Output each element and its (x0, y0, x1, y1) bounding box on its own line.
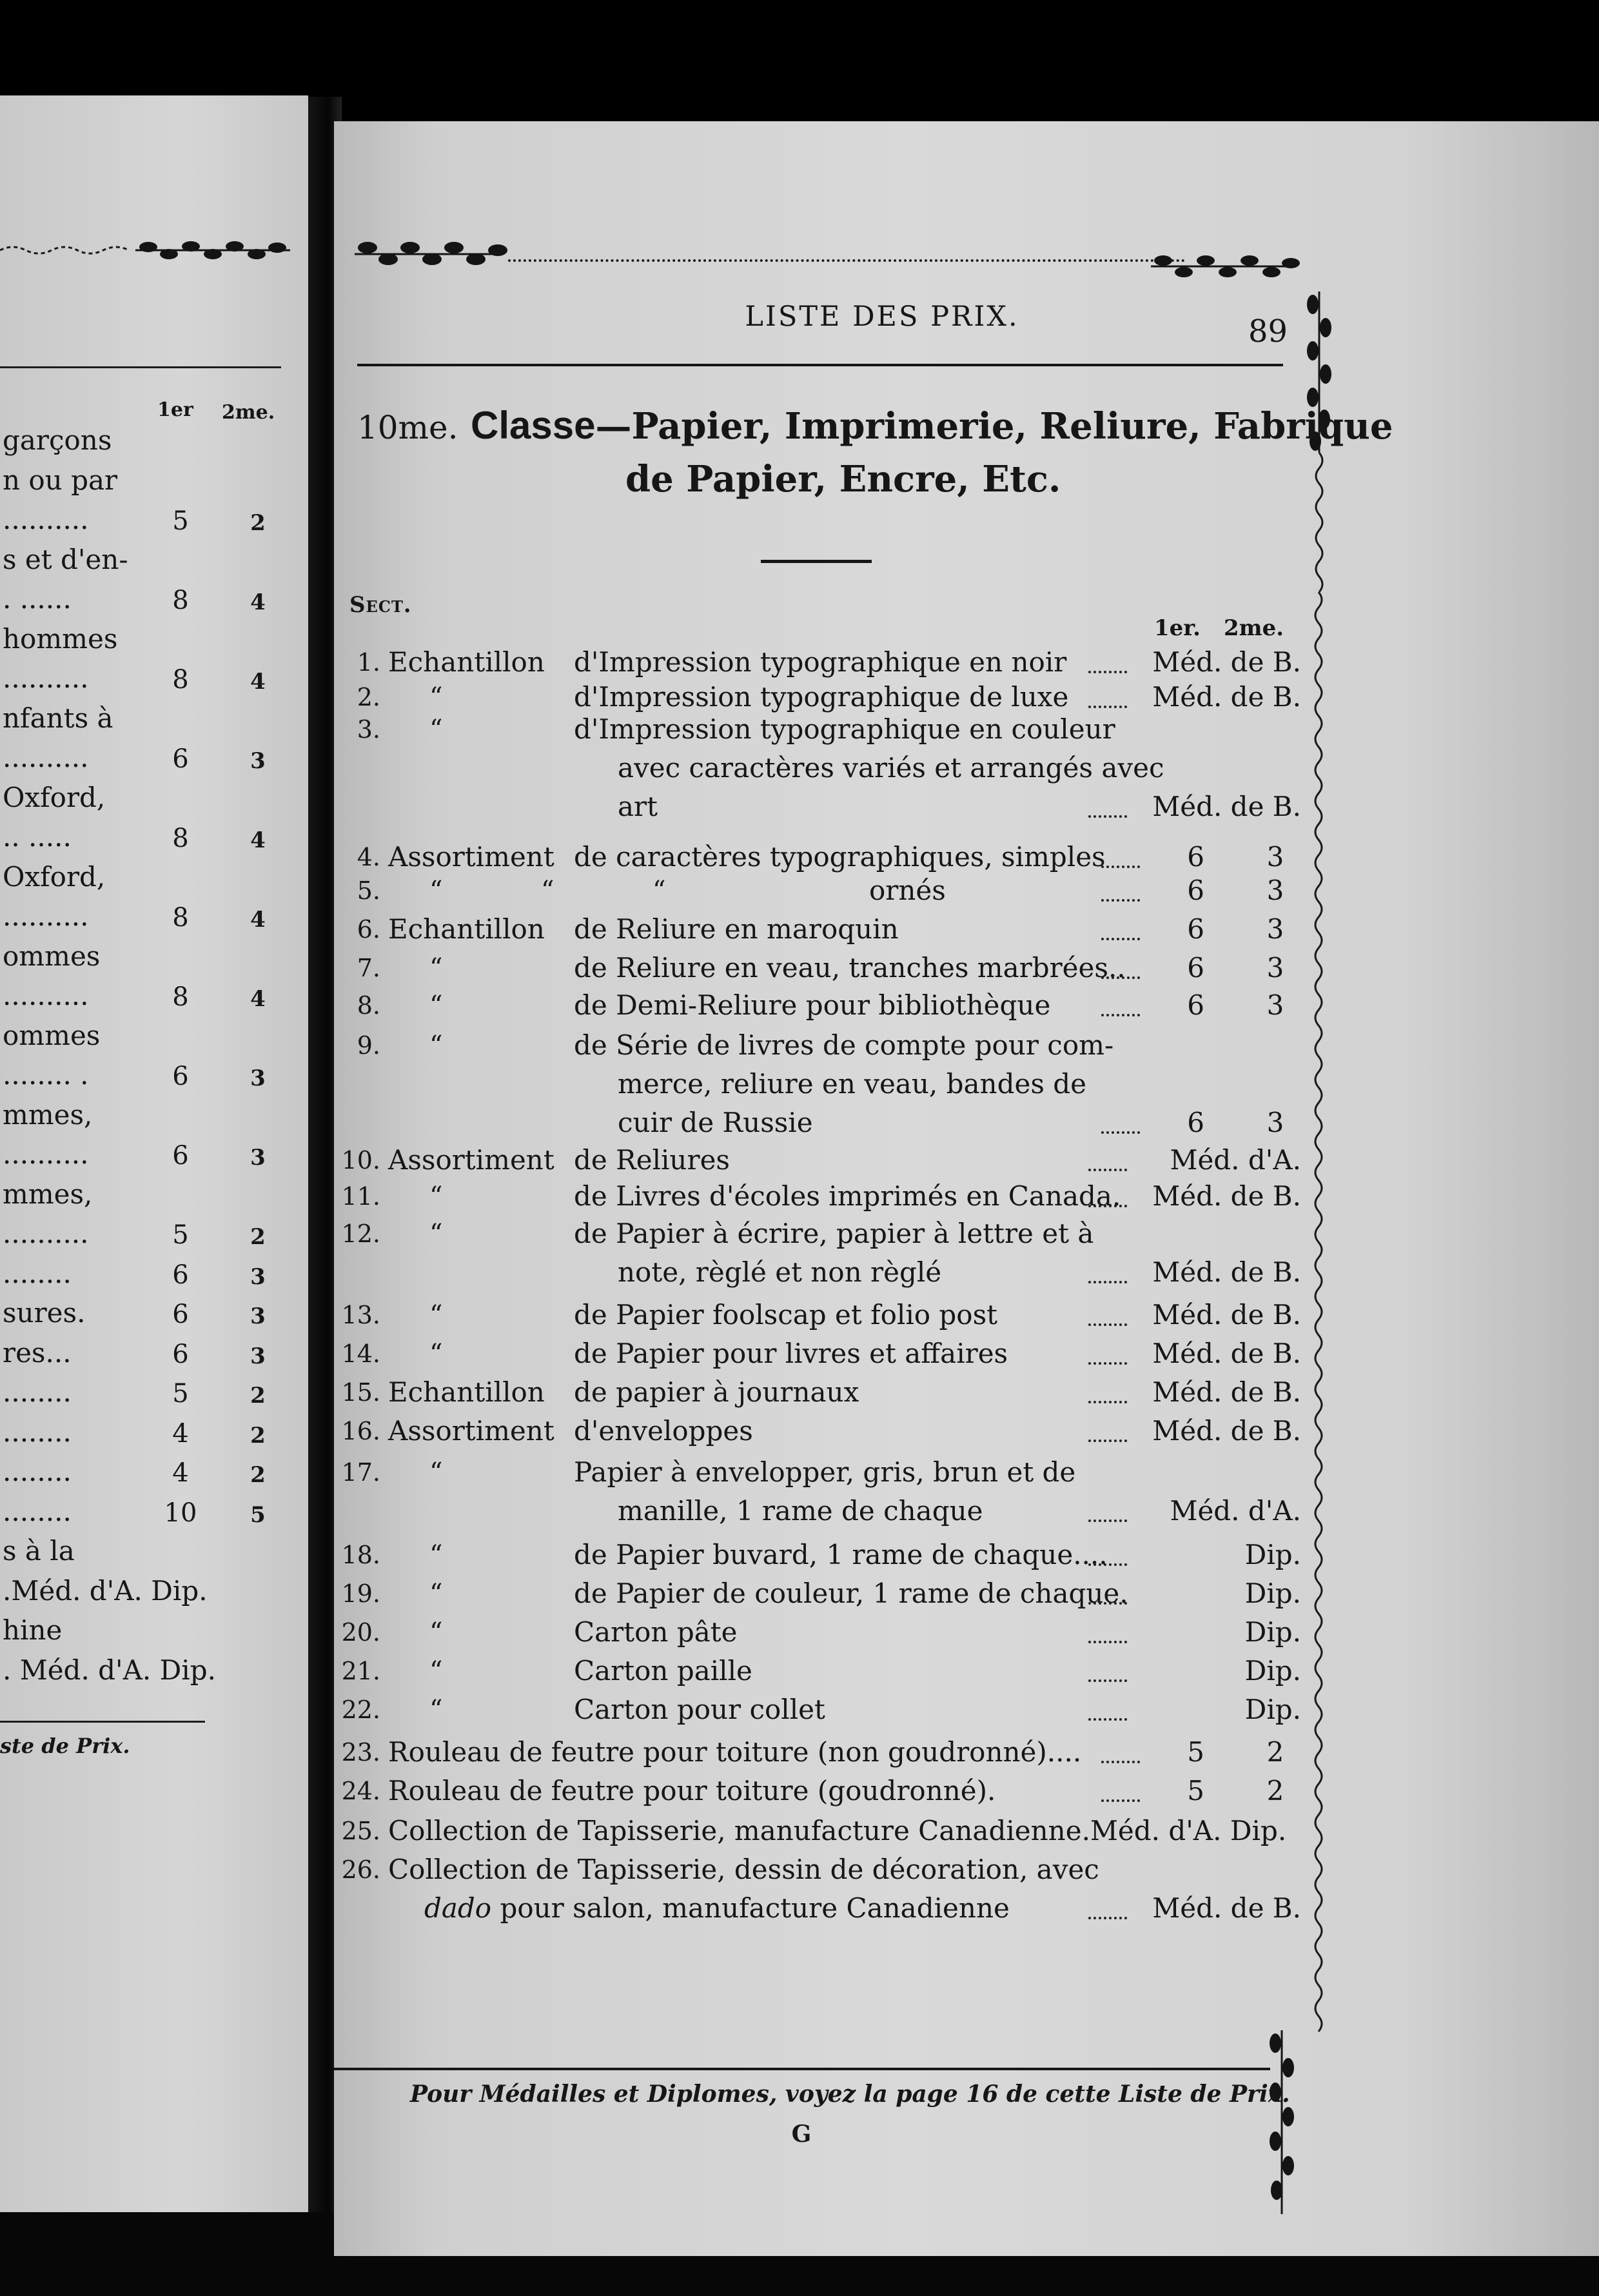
header-rule (357, 364, 1283, 366)
leaf-ornament-top-left (348, 228, 516, 280)
entry-name: Echantillon (388, 646, 545, 678)
left-row-first: 4 (172, 1458, 189, 1488)
running-head: LISTE DES PRIX. (745, 301, 1019, 333)
entry-number: 19. (341, 1579, 380, 1608)
entry-name: Echantillon (388, 913, 545, 945)
left-row (0, 583, 308, 622)
prize-award: Méd. de B. (1152, 646, 1301, 678)
left-row-text: ........ (3, 1456, 72, 1487)
ditto-mark: “ (429, 1031, 443, 1060)
ditto-mark: “ (429, 1540, 443, 1570)
left-row-first: 5 (172, 506, 189, 536)
class-title-line2: de Papier, Encre, Etc. (625, 458, 1061, 500)
prize-award: Méd. de B. (1152, 1338, 1301, 1369)
left-row-first: 6 (172, 1062, 189, 1091)
left-row-second: 3 (250, 1263, 266, 1290)
left-row-text: ........ (3, 1495, 72, 1527)
ditto-mark: “ (429, 1458, 443, 1487)
prize-entry (334, 1295, 1301, 1334)
left-row-text: sures. (3, 1297, 86, 1329)
left-row (0, 1654, 308, 1693)
left-row-text: garçons (3, 424, 112, 456)
left-row-text: ........ (3, 1376, 72, 1408)
left-row-second: 3 (250, 1303, 266, 1329)
leader-dots (1088, 1362, 1127, 1365)
left-row (0, 623, 308, 662)
ornament-line-right (1309, 592, 1328, 2037)
left-row (0, 861, 308, 900)
left-row-text: ........ (3, 1416, 72, 1448)
entry-number: 16. (341, 1417, 380, 1445)
left-row-text: .......... (3, 980, 89, 1011)
entry-name: Assortiment (388, 1415, 554, 1447)
left-row (0, 1496, 308, 1534)
entry-name: Rouleau de feutre pour toiture (non goudronné).... (388, 1736, 1082, 1768)
left-row-first: 5 (172, 1220, 189, 1250)
leaf-ornament-top-right (1148, 244, 1302, 289)
left-row-second: 4 (250, 589, 266, 615)
entry-description: de Reliure en maroquin (574, 913, 899, 945)
left-row (0, 742, 308, 780)
col-head-first: 1er. (1154, 615, 1201, 641)
left-row-text: .......... (3, 662, 89, 694)
left-row-second: 3 (250, 1145, 266, 1171)
prize-entry (334, 1690, 1301, 1728)
left-row (0, 1337, 308, 1376)
leader-dots (1101, 1799, 1140, 1802)
prize-entry (334, 1372, 1301, 1411)
ditto-mark: “ (429, 1300, 443, 1330)
leader-dots (1088, 1519, 1127, 1522)
prize-award: Dip. (1244, 1539, 1301, 1570)
prize-award: Dip. (1244, 1578, 1301, 1609)
entry-number: 24. (341, 1777, 380, 1805)
page-number: 89 (1248, 313, 1288, 350)
entry-description: cuir de Russie (618, 1107, 813, 1138)
left-row-second: 2 (250, 1224, 266, 1250)
prize-first: 6 (1187, 989, 1204, 1021)
main-page (334, 121, 1599, 2256)
prize-first: 6 (1187, 1107, 1204, 1138)
left-row (0, 1535, 308, 1574)
leader-dots (1101, 899, 1140, 902)
left-row-first: 6 (172, 1260, 189, 1290)
left-row (0, 980, 308, 1018)
entry-description: de Demi-Reliure pour bibliothèque (574, 989, 1051, 1021)
leader-dots (1101, 866, 1140, 868)
left-row (0, 940, 308, 979)
left-row-second: 3 (250, 1343, 266, 1369)
left-row-text: s à la (3, 1535, 75, 1567)
prize-award: Méd. de B. (1152, 1415, 1301, 1447)
entry-number: 21. (341, 1657, 380, 1685)
left-page (0, 95, 308, 2224)
left-row-text: n ou par (3, 464, 118, 496)
prize-entry (334, 1651, 1301, 1690)
leader-dots (1088, 1169, 1127, 1171)
left-row-text: s et d'en- (3, 543, 128, 575)
left-row-first: 4 (172, 1418, 189, 1449)
leader-dots (1101, 1131, 1140, 1134)
prize-entry (334, 837, 1301, 876)
entry-description: avec caractères variés et arrangés avec (618, 752, 1164, 784)
entry-number: 26. (341, 1856, 380, 1884)
prize-second: 3 (1266, 1107, 1284, 1138)
prize-entry (334, 1732, 1301, 1771)
prize-award: Méd. de B. (1152, 1299, 1301, 1331)
left-row-first: 8 (172, 586, 189, 615)
left-row (0, 1416, 308, 1455)
prize-entry (334, 1535, 1301, 1574)
left-row-second: 4 (250, 827, 266, 853)
entry-description: de Papier buvard, 1 rame de chaque.... (574, 1539, 1108, 1570)
leader-dots (1088, 1641, 1127, 1643)
entry-description: de Papier foolscap et folio post (574, 1299, 998, 1331)
left-row (0, 1178, 308, 1217)
left-row-first: 6 (172, 744, 189, 774)
prize-award: Dip. (1244, 1694, 1301, 1725)
class-number: 10me. (357, 409, 458, 446)
col-head-second: 2me. (1224, 615, 1284, 641)
entry-description: Carton pâte (574, 1616, 738, 1648)
prize-entry (334, 871, 1301, 909)
prize-second: 3 (1266, 841, 1284, 873)
entry-number: 4. (357, 843, 380, 871)
entry-continuation (424, 1888, 1010, 1928)
left-row-text: .......... (3, 900, 89, 932)
entry-number: 25. (341, 1817, 380, 1845)
entry-number: 22. (341, 1696, 380, 1724)
prize-entry (334, 1612, 1301, 1651)
entry-name: Echantillon (388, 1376, 545, 1408)
left-row-text: .......... (3, 1218, 89, 1249)
prize-award: Méd. de B. (1152, 1256, 1301, 1288)
ditto-mark: “ (429, 1695, 443, 1725)
entry-description: ornés (869, 875, 946, 906)
entry-description: Carton paille (574, 1655, 752, 1687)
prize-second: 2 (1266, 1736, 1284, 1768)
footer-rule (334, 2068, 1270, 2070)
left-row (0, 702, 308, 741)
leader-dots (1088, 1718, 1127, 1721)
left-col2-head: 2me. (222, 401, 275, 424)
left-row-first: 8 (172, 982, 189, 1012)
left-row (0, 1297, 308, 1336)
left-row (0, 1218, 308, 1256)
left-row (0, 464, 308, 503)
leader-dots (1088, 1205, 1127, 1207)
left-footer: ste de Prix. (0, 1734, 130, 1758)
prize-entry (334, 1811, 1301, 1850)
prize-award: Méd. d'A. (1170, 1144, 1301, 1176)
left-row (0, 424, 308, 463)
leaf-ornament-left (0, 224, 303, 276)
entry-description: Carton pour collet (574, 1694, 825, 1725)
left-row (0, 544, 308, 582)
sect-label: Sect. (349, 592, 412, 618)
entry-number: 10. (341, 1146, 380, 1174)
entry-description: de caractères typographiques, simples (574, 841, 1106, 873)
class-word: Classe (471, 404, 596, 447)
ditto-mark: “ (429, 1219, 443, 1249)
entry-continuation-text: pour salon, manufacture Canadienne (491, 1892, 1010, 1924)
left-row-second: 2 (250, 1462, 266, 1488)
prize-entry (334, 985, 1301, 1024)
prize-second: 3 (1266, 875, 1284, 906)
left-row (0, 504, 308, 542)
entry-number: 3. (357, 715, 380, 744)
prize-entry (334, 1771, 1301, 1810)
ditto-mark: “ (429, 1182, 443, 1211)
prize-entry (334, 709, 1301, 826)
left-row-second: 5 (250, 1501, 266, 1528)
class-title-line1: —Papier, Imprimerie, Reliure, Fabrique (595, 405, 1393, 448)
left-row-second: 3 (250, 748, 266, 774)
entry-number: 20. (341, 1618, 380, 1647)
prize-entry (334, 1140, 1301, 1179)
leader-dots (1101, 976, 1140, 979)
prize-award: Méd. d'A. (1170, 1495, 1301, 1527)
prize-entry (334, 642, 1301, 681)
prize-entry (334, 948, 1301, 987)
entry-name: Assortiment (388, 1144, 554, 1176)
prize-entry (334, 1452, 1301, 1530)
left-row-text: . ...... (3, 583, 72, 615)
prize-entry (334, 909, 1301, 948)
left-row-second: 4 (250, 986, 266, 1012)
left-row-text: res... (3, 1336, 72, 1369)
entry-description: de Papier pour livres et affaires (574, 1338, 1008, 1369)
leader-dots (1088, 1401, 1127, 1403)
prize-first: 6 (1187, 952, 1204, 984)
left-row-text: ........ . (3, 1059, 89, 1091)
left-row-text: .......... (3, 504, 89, 535)
prize-entry (334, 1025, 1301, 1142)
prize-award: Dip. (1244, 1655, 1301, 1687)
entry-description: Papier à envelopper, gris, brun et de (574, 1456, 1076, 1488)
ditto-mark: “ (429, 953, 443, 983)
left-row-second: 4 (250, 669, 266, 695)
entry-number: 17. (341, 1458, 380, 1487)
entry-name: Collection de Tapisserie, dessin de décoration, avec (388, 1854, 1099, 1885)
left-row-first: 6 (172, 1300, 189, 1329)
entry-description: art (618, 791, 658, 822)
left-row-second: 2 (250, 1422, 266, 1449)
prize-entry (334, 1850, 1301, 1927)
prize-second: 3 (1266, 913, 1284, 945)
left-row-text: ommes (3, 1019, 101, 1051)
prize-first: 5 (1187, 1775, 1204, 1806)
entry-number: 12. (341, 1220, 380, 1248)
entry-name: Assortiment (388, 841, 554, 873)
leader-dots (1101, 938, 1140, 940)
prize-entry (334, 1411, 1301, 1450)
ditto-mark: “ (429, 715, 443, 744)
left-row (0, 900, 308, 939)
entry-number: 5. (357, 876, 380, 905)
prize-entry (334, 1574, 1301, 1612)
left-row (0, 1020, 308, 1058)
entry-description: de Livres d'écoles imprimés en Canada. (574, 1180, 1121, 1212)
prize-second: 2 (1266, 1775, 1284, 1806)
left-row-text: .. ..... (3, 821, 72, 853)
entry-number: 18. (341, 1541, 380, 1569)
leader-dots (1088, 1440, 1127, 1442)
left-row-text: hine (3, 1614, 63, 1646)
left-col1-head: 1er (157, 399, 193, 421)
entry-number: 6. (357, 915, 380, 944)
left-row-text: . Méd. d'A. Dip. (3, 1654, 216, 1686)
left-row-second: 3 (250, 1065, 266, 1091)
entry-number: 7. (357, 954, 380, 982)
leader-dots (1088, 1917, 1127, 1919)
entry-number: 1. (357, 648, 380, 677)
leader-dots (1088, 1679, 1127, 1682)
prize-entry (334, 1334, 1301, 1372)
entry-description: manille, 1 rame de chaque (618, 1495, 983, 1527)
left-row (0, 1614, 308, 1653)
signature-mark: G (791, 2121, 812, 2148)
left-row-first: 8 (172, 903, 189, 933)
entry-description: d'Impression typographique en noir (574, 646, 1067, 678)
left-row-text: ........ (3, 1257, 72, 1289)
ornament-line-top (508, 259, 1185, 262)
entry-number: 2. (357, 683, 380, 711)
prize-second: 3 (1266, 952, 1284, 984)
entry-name: Rouleau de feutre pour toiture (goudronné). (388, 1775, 996, 1806)
entry-italic-word: dado (424, 1892, 492, 1924)
left-row-text: hommes (3, 622, 118, 655)
left-row-second: 4 (250, 907, 266, 933)
left-row-text: nfants à (3, 702, 113, 734)
leader-dots (1088, 815, 1127, 818)
left-row (0, 1059, 308, 1098)
entry-description: d'enveloppes (574, 1415, 753, 1447)
leader-dots (1088, 1281, 1127, 1283)
prize-first: 6 (1187, 841, 1204, 873)
prize-award: Dip. (1244, 1616, 1301, 1648)
left-row-text: .Méd. d'A. Dip. (3, 1574, 208, 1607)
prize-first: 5 (1187, 1736, 1204, 1768)
leader-dots (1101, 1761, 1140, 1763)
prize-award: Méd. de B. (1152, 681, 1301, 713)
leader-dots (1088, 1323, 1127, 1326)
left-row-first: 10 (164, 1498, 197, 1528)
left-row-first: 6 (172, 1339, 189, 1369)
entry-description: d'Impression typographique en couleur (574, 713, 1115, 745)
left-row (0, 821, 308, 860)
prize-first: 6 (1187, 875, 1204, 906)
ditto-mark: “ (429, 1618, 443, 1647)
ditto-mark: “ (429, 991, 443, 1020)
entry-description: de Papier de couleur, 1 rame de chaque. (574, 1578, 1128, 1609)
entry-description: de papier à journaux (574, 1376, 859, 1408)
prize-award: Méd. de B. (1152, 1376, 1301, 1408)
entry-description: de Reliure en veau, tranches marbrées.. (574, 952, 1126, 984)
prize-award: Méd. de B. (1152, 1180, 1301, 1212)
left-row-text: mmes, (3, 1178, 93, 1210)
leader-dots (1088, 706, 1127, 708)
prize-award: Méd. de B. (1152, 1892, 1301, 1924)
entry-description: de Reliures (574, 1144, 730, 1176)
left-row-first: 6 (172, 1141, 189, 1171)
prize-award: Méd. de B. (1152, 791, 1301, 822)
left-row-first: 8 (172, 824, 189, 853)
left-row (0, 782, 308, 820)
left-row-text: mmes, (3, 1098, 93, 1131)
left-row (0, 1138, 308, 1177)
entry-number: 9. (357, 1031, 380, 1060)
entry-description: merce, reliure en veau, bandes de (618, 1068, 1086, 1100)
left-row-text: .......... (3, 1138, 89, 1170)
entry-number: 11. (341, 1182, 380, 1211)
left-row (0, 1456, 308, 1494)
class-heading (357, 400, 1393, 505)
entry-number: 15. (341, 1378, 380, 1407)
entry-number: 8. (357, 991, 380, 1020)
leader-dots (1088, 1563, 1127, 1566)
leader-dots (1088, 1602, 1127, 1605)
leader-dots (1088, 671, 1127, 673)
left-row-second: 2 (250, 510, 266, 536)
left-row (0, 1376, 308, 1415)
ditto-mark: “ (429, 1339, 443, 1369)
ditto-mark: “ (429, 1579, 443, 1608)
left-row-text: Oxford, (3, 860, 106, 893)
prize-first: 6 (1187, 913, 1204, 945)
prize-entry (334, 1176, 1301, 1215)
entry-name: Collection de Tapisserie, manufacture Canadienne.Méd. d'A. Dip. (388, 1815, 1287, 1846)
title-rule (761, 560, 872, 563)
ditto-mark: “ (429, 682, 443, 712)
left-row (0, 1099, 308, 1138)
entry-description: note, règlé et non règlé (618, 1256, 942, 1288)
left-row-first: 8 (172, 665, 189, 695)
entry-number: 14. (341, 1340, 380, 1368)
entry-description: de Papier à écrire, papier à lettre et à (574, 1218, 1094, 1249)
left-row-first: 5 (172, 1379, 189, 1409)
left-row (0, 1258, 308, 1296)
left-row-second: 2 (250, 1383, 266, 1409)
left-row-text: Oxford, (3, 781, 106, 813)
leader-dots (1101, 1014, 1140, 1016)
left-row (0, 662, 308, 701)
entry-description: de Série de livres de compte pour com- (574, 1029, 1114, 1061)
footer-note: Pour Médailles et Diplomes, voyez la page 16 de cette Liste de Prix. (410, 2081, 1290, 2108)
left-row-text: .......... (3, 742, 89, 773)
entry-number: 13. (341, 1301, 380, 1329)
entry-number: 23. (341, 1738, 380, 1767)
prize-second: 3 (1266, 989, 1284, 1021)
ditto-mark: “ (429, 1656, 443, 1686)
ditto-mark: “ “ “ (429, 876, 666, 906)
left-row-text: ommes (3, 940, 101, 972)
left-row (0, 1575, 308, 1614)
entry-description: d'Impression typographique de luxe (574, 681, 1069, 713)
prize-entry (334, 1214, 1301, 1291)
